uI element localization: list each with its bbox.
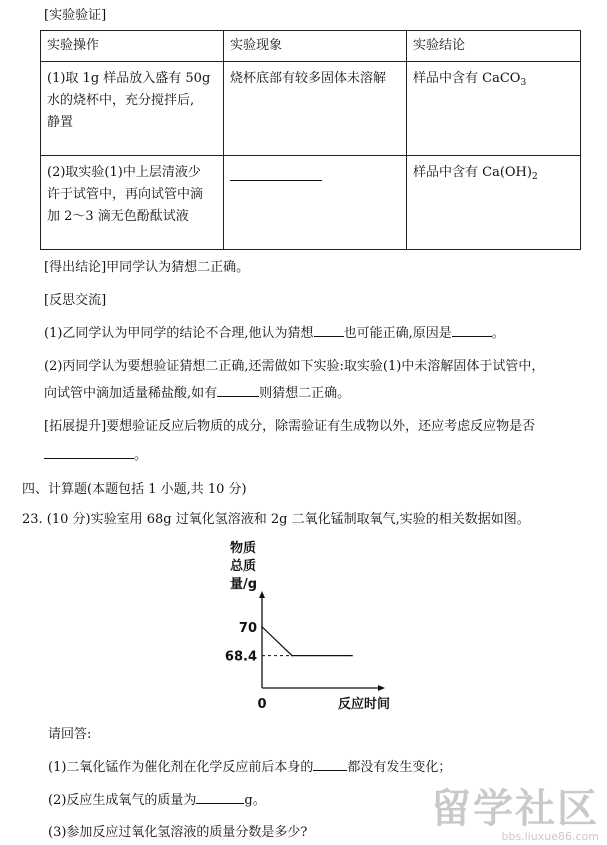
answer-1 xyxy=(48,756,451,775)
x-axis-arrow xyxy=(378,685,385,691)
ext-text: 。 xyxy=(134,448,148,463)
header-operation: 实验操作 xyxy=(41,31,224,62)
watermark-url: bbs.liuxue86.com xyxy=(501,830,599,843)
answer-blank xyxy=(230,168,322,181)
row2-op-line: (2)取实验(1)中上层清液少 xyxy=(47,165,201,180)
section-title: [实验验证] xyxy=(44,8,107,23)
y-tick-label: 68.4 xyxy=(224,649,257,665)
answer-blank xyxy=(196,791,244,804)
section-4-title: 四、计算题(本题包括 1 小题,共 10 分) xyxy=(22,482,247,497)
question-1 xyxy=(44,322,505,341)
q1-text: (1)乙同学认为甲同学的结论不合理,他认为猜想 xyxy=(44,326,314,341)
data-point xyxy=(351,655,353,657)
y-axis-label: 量/g xyxy=(230,577,258,592)
question-2-line-1: (2)丙同学认为要想验证猜想二正确,还需做如下实验:取实验(1)中未溶解固体于试管中， xyxy=(44,359,545,374)
origin-label: 0 xyxy=(257,697,267,710)
row2-phenomenon xyxy=(224,156,407,250)
x-axis-label: 反应时间 xyxy=(337,697,390,710)
data-point xyxy=(291,655,293,657)
row2-op-line: 加 2～3 滴无色酚酞试液 xyxy=(47,209,189,224)
row2-conclusion-text: 样品中含有 Ca(OH) xyxy=(413,165,532,180)
table-header-row xyxy=(41,31,581,62)
a2-text: (2)反应生成氧气的质量为 xyxy=(48,793,197,808)
question-23: 23. (10 分)实验室用 68g 过氧化氢溶液和 2g 二氧化锰制取氧气,实验的相关数据如图。 xyxy=(22,512,530,527)
row1-conclusion-text: 样品中含有 CaCO xyxy=(413,71,521,86)
answer-2 xyxy=(48,789,266,808)
mass-series-line xyxy=(262,627,352,656)
table-row xyxy=(41,62,581,156)
q1-text: 。 xyxy=(491,326,505,341)
row1-op-line: 静置 xyxy=(47,115,74,130)
q2-text: 则猜想二正确。 xyxy=(259,386,351,401)
answer-blank xyxy=(314,324,344,337)
y-axis-arrow xyxy=(259,591,265,598)
mass-time-chart xyxy=(220,540,420,710)
a2-text: g。 xyxy=(244,793,266,808)
row2-conclusion xyxy=(407,156,581,250)
row1-operation xyxy=(41,62,224,156)
table-row xyxy=(41,156,581,250)
row1-op-line: (1)取 1g 样品放入盛有 50g xyxy=(47,71,211,86)
a1-text: (1)二氧化锰作为催化剂在化学反应前后本身的 xyxy=(48,760,314,775)
question-2-line-2 xyxy=(44,382,350,401)
row2-op-line: 许于试管中，再向试管中滴 xyxy=(47,187,204,202)
q1-text: 也可能正确,原因是 xyxy=(343,326,452,341)
data-point xyxy=(261,626,263,628)
answer-blank xyxy=(217,384,259,397)
y-tick-label: 70 xyxy=(238,620,257,636)
header-conclusion: 实验结论 xyxy=(407,31,581,62)
answer-blank xyxy=(44,446,134,459)
row1-phenomenon: 烧杯底部有较多固体未溶解 xyxy=(224,62,407,156)
watermark-logo: 留学社区 xyxy=(431,786,599,832)
answer-3: (3)参加反应过氧化氢溶液的质量分数是多少? xyxy=(48,825,308,840)
row1-conclusion xyxy=(407,62,581,156)
a1-text: 都没有发生变化； xyxy=(347,760,452,775)
extension-line-2 xyxy=(44,444,147,463)
answer-intro: 请回答: xyxy=(48,727,92,742)
reflect-title: [反思交流] xyxy=(44,293,107,308)
y-axis-label: 总质 xyxy=(230,559,257,574)
row2-conclusion-sub: 2 xyxy=(531,172,538,182)
answer-blank xyxy=(313,758,347,771)
row2-operation xyxy=(41,156,224,250)
experiment-table xyxy=(40,30,581,250)
watermark xyxy=(431,787,599,843)
header-phenomenon: 实验现象 xyxy=(224,31,407,62)
conclusion-line: [得出结论]甲同学认为猜想二正确。 xyxy=(44,260,250,275)
y-axis-label: 物质 xyxy=(230,541,257,556)
answer-blank xyxy=(452,324,492,337)
q2-text: 向试管中滴加适量稀盐酸,如有 xyxy=(44,386,218,401)
extension-line-1: [拓展提升]要想验证反应后物质的成分，除需验证有生成物以外，还应考虑反应物是否 xyxy=(44,419,536,434)
row1-op-line: 水的烧杯中，充分搅拌后, xyxy=(47,93,195,108)
row1-conclusion-sub: 3 xyxy=(520,78,527,88)
